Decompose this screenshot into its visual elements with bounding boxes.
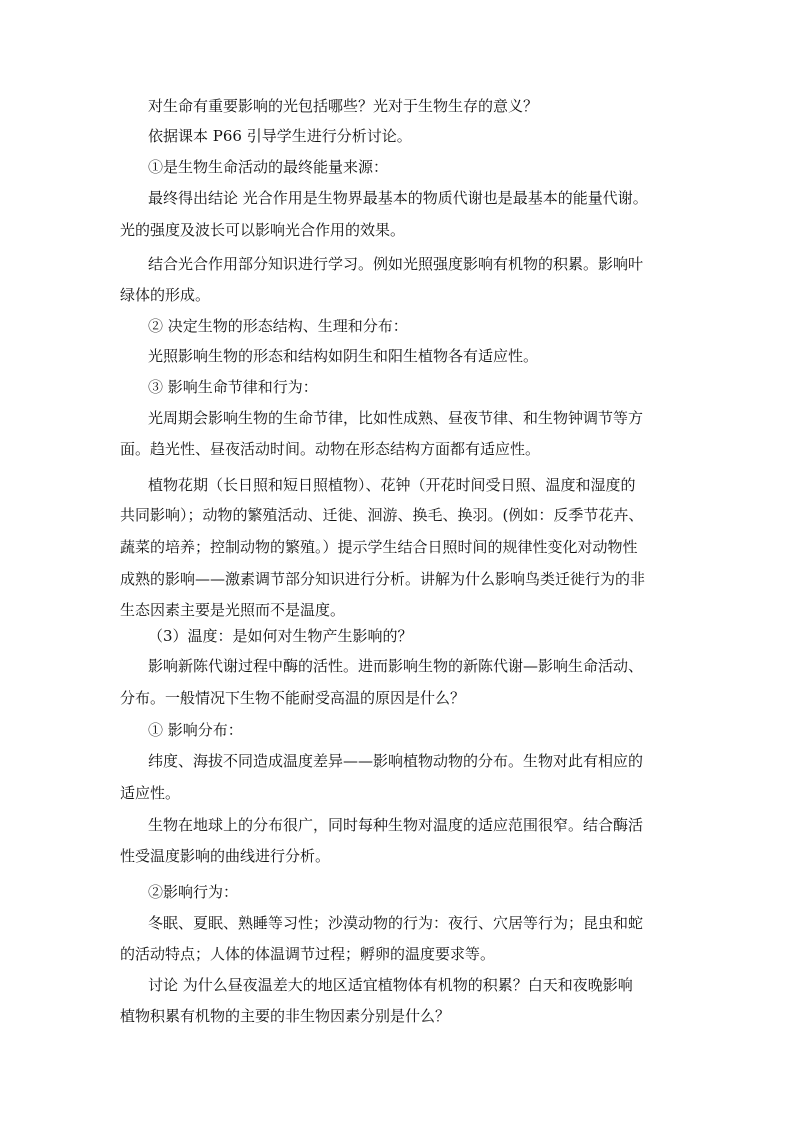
text-line: ②影响行为： xyxy=(148,883,239,901)
text-line: 结合光合作用部分知识进行学习。例如光照强度影响有机物的积累。影响叶 xyxy=(148,255,644,273)
text-line: 最终得出结论 光合作用是生物界最基本的物质代谢也是最基本的能量代谢。 xyxy=(148,189,648,207)
text-line: 依据课本 P66 引导学生进行分析讨论。 xyxy=(148,127,412,145)
text-line: 绿体的形成。 xyxy=(120,286,211,304)
text-line: 的活动特点；人体的体温调节过程；孵卵的温度要求等。 xyxy=(120,945,496,963)
text-line: 分布。一般情况下生物不能耐受高温的原因是什么？ xyxy=(120,689,466,707)
text-line: 面。趋光性、昼夜活动时间。动物在形态结构方面都有适应性。 xyxy=(120,440,541,458)
text-line: ③ 影响生命节律和行为： xyxy=(148,378,318,396)
text-line: 共同影响）；动物的繁殖活动、迁徙、洄游、换毛、换羽。(例如：反季节花卉、 xyxy=(120,506,644,524)
text-line: 生态因素主要是光照而不是温度。 xyxy=(120,601,346,619)
text-line: 纬度、海拔不同造成温度差异——影响植物动物的分布。生物对此有相应的 xyxy=(148,752,644,770)
text-line: 影响新陈代谢过程中酶的活性。进而影响生物的新陈代谢—影响生命活动、 xyxy=(148,657,644,675)
text-line: 冬眠、夏眠、熟睡等习性；沙漠动物的行为：夜行、穴居等行为；昆虫和蛇 xyxy=(148,914,644,932)
text-line: ② 决定生物的形态结构、生理和分布： xyxy=(148,317,408,335)
text-line: 植物花期（长日照和短日照植物）、花钟（开花时间受日照、温度和湿度的 xyxy=(148,476,636,494)
text-line: 成熟的影响——激素调节部分知识进行分析。讲解为什么影响鸟类迁徙行为的非 xyxy=(120,570,646,588)
text-line: 性受温度影响的曲线进行分析。 xyxy=(120,847,331,865)
text-line: 生物在地球上的分布很广，同时每种生物对温度的适应范围很窄。结合酶活 xyxy=(148,816,644,834)
section-heading: （3）温度：是如何对生物产生影响的？ xyxy=(148,627,413,645)
text-line: 植物积累有机物的主要的非生物因素分别是什么？ xyxy=(120,1007,451,1025)
text-line: 讨论 为什么昼夜温差大的地区适宜植物体有机物的积累？白天和夜晚影响 xyxy=(148,976,633,994)
text-line: 蔬菜的培养；控制动物的繁殖。）提示学生结合日照时间的规律性变化对动物性 xyxy=(120,538,638,556)
text-line: 光周期会影响生物的生命节律，比如性成熟、昼夜节律、和生物钟调节等方 xyxy=(148,409,644,427)
text-line: 对生命有重要影响的光包括哪些？光对于生物生存的意义？ xyxy=(148,97,539,115)
text-line: 适应性。 xyxy=(120,784,181,802)
text-line: ①是生物生命活动的最终能量来源： xyxy=(148,158,389,176)
text-line: 光的强度及波长可以影响光合作用的效果。 xyxy=(120,221,406,239)
text-line: 光照影响生物的形态和结构如阴生和阳生植物各有适应性。 xyxy=(148,347,539,365)
text-line: ① 影响分布： xyxy=(148,721,243,739)
